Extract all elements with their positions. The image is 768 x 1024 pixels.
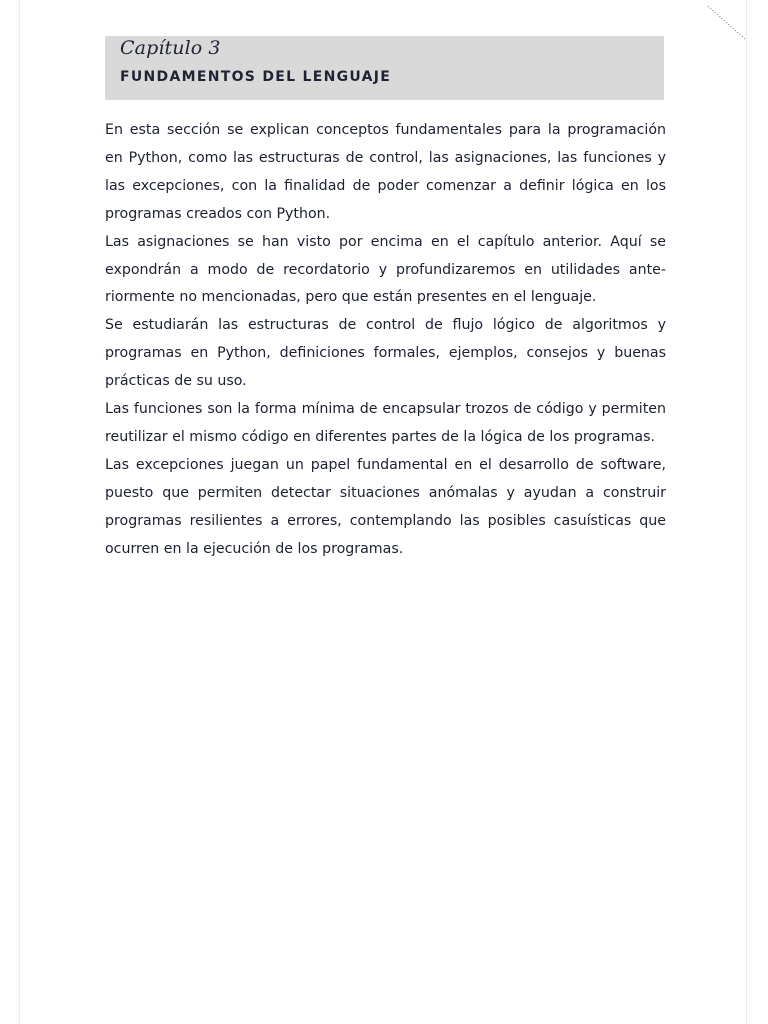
- chapter-subtitle: FUNDAMENTOS DEL LENGUAJE: [120, 69, 392, 85]
- paragraph-funciones: Las funciones son la forma mínima de encapsular trozos de código y permiten reutilizar el mismo código en diferentes partes de la lógica de los programas.: [105, 401, 666, 445]
- chapter-header: [105, 36, 664, 100]
- page-corner-fold-icon: [706, 2, 748, 42]
- chapter-title: Capítulo 3: [120, 37, 221, 59]
- chapter-body: [105, 117, 666, 564]
- page-right-edge: [746, 0, 747, 1024]
- page-left-edge: [19, 0, 20, 1024]
- paragraph-asignaciones: Las asignaciones se han visto por encima en el capítulo anterior. Aquí se expondrán a modo de recordatorio y profundizaremos en utilidades anteriormente no mencionadas, pero que están presentes en el lenguaje.: [105, 233, 666, 306]
- paragraph-intro: En esta sección se explican conceptos fundamentales para la programación en Python, como las estructuras de control, las asignaciones, las funciones y las excepciones, con la finalidad de poder comenzar a definir lógica en los programas creados con Python.: [105, 122, 666, 222]
- paragraph-excepciones: Las excepciones juegan un papel fundamental en el desarrollo de software, puesto que permiten detectar situaciones anómalas y ayudan a construir programas resilientes a errores, contemplando las posibles casuísticas que ocurren en la ejecución de los programas.: [105, 456, 666, 557]
- paragraph-estructuras-control: Se estudiarán las estructuras de control de flujo lógico de algoritmos y programas en Python, definiciones formales, ejemplos, consejos y buenas prácticas de su uso.: [105, 317, 666, 390]
